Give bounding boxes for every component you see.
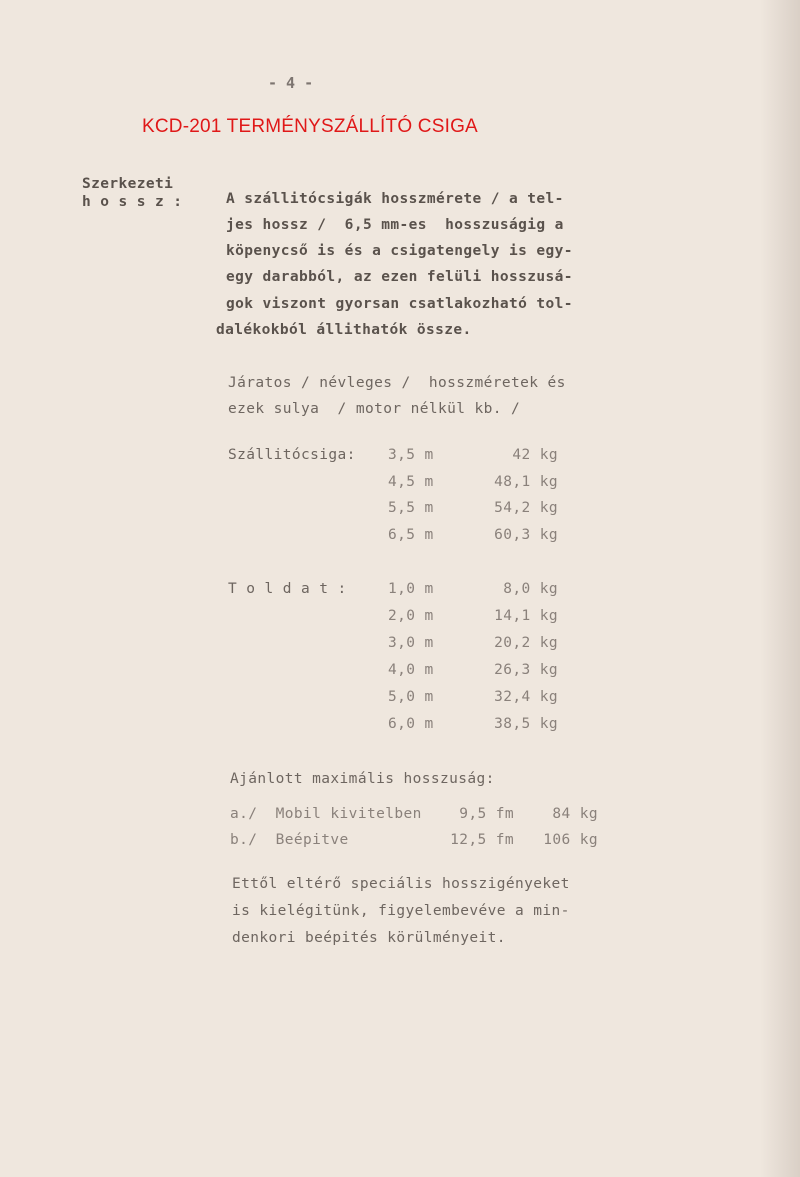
extension-weight: 20,2 kg xyxy=(494,635,558,651)
extension-weight: 14,1 kg xyxy=(494,608,558,624)
intro-line-1: A szállitócsigák hosszmérete / a tel- xyxy=(226,191,564,207)
extension-length: 6,0 m xyxy=(388,716,434,732)
conveyor-weight: 42 kg xyxy=(512,447,558,463)
paper-edge-shadow xyxy=(760,0,800,1177)
side-heading-line2: h o s s z : xyxy=(82,194,183,210)
extension-weight: 8,0 kg xyxy=(503,581,558,597)
extension-length: 1,0 m xyxy=(388,581,434,597)
subheading-line2: ezek sulya / motor nélkül kb. / xyxy=(228,401,521,417)
extension-label: T o l d a t : xyxy=(228,581,347,597)
extension-weight: 26,3 kg xyxy=(494,662,558,678)
extension-length: 2,0 m xyxy=(388,608,434,624)
intro-line-6: dalékokból állithatók össze. xyxy=(216,322,472,338)
closing-line-2: is kielégitünk, figyelembevéve a min- xyxy=(232,903,570,919)
extension-length: 3,0 m xyxy=(388,635,434,651)
extension-weight: 32,4 kg xyxy=(494,689,558,705)
intro-line-2: jes hossz / 6,5 mm-es hosszuságig a xyxy=(226,217,564,233)
intro-line-4: egy darabból, az ezen felüli hosszusá- xyxy=(226,269,573,285)
extension-length: 5,0 m xyxy=(388,689,434,705)
subheading-line1: Járatos / névleges / hosszméretek és xyxy=(228,375,566,391)
page-number: - 4 - xyxy=(268,74,314,92)
extension-length: 4,0 m xyxy=(388,662,434,678)
recommended-weight: 106 kg xyxy=(543,832,598,848)
conveyor-length: 4,5 m xyxy=(388,474,434,490)
page-title: KCD-201 TERMÉNYSZÁLLÍTÓ CSIGA xyxy=(142,116,478,137)
recommended-weight: 84 kg xyxy=(552,806,598,822)
conveyor-weight: 60,3 kg xyxy=(494,527,558,543)
recommended-length: 9,5 fm xyxy=(459,806,514,822)
side-heading-line1: Szerkezeti xyxy=(82,176,174,192)
conveyor-weight: 48,1 kg xyxy=(494,474,558,490)
recommended-label: a./ Mobil kivitelben xyxy=(230,806,422,822)
recommended-length: 12,5 fm xyxy=(450,832,514,848)
conveyor-length: 6,5 m xyxy=(388,527,434,543)
closing-line-1: Ettől eltérő speciális hosszigényeket xyxy=(232,876,570,892)
intro-line-3: köpenycső is és a csigatengely is egy- xyxy=(226,243,573,259)
intro-line-5: gok viszont gyorsan csatlakozható tol- xyxy=(226,296,573,312)
recommended-heading: Ajánlott maximális hosszuság: xyxy=(230,771,495,787)
closing-line-3: denkori beépités körülményeit. xyxy=(232,930,506,946)
conveyor-length: 5,5 m xyxy=(388,500,434,516)
conveyor-weight: 54,2 kg xyxy=(494,500,558,516)
recommended-label: b./ Beépitve xyxy=(230,832,349,848)
conveyor-length: 3,5 m xyxy=(388,447,434,463)
extension-weight: 38,5 kg xyxy=(494,716,558,732)
conveyor-label: Szállitócsiga: xyxy=(228,447,356,463)
